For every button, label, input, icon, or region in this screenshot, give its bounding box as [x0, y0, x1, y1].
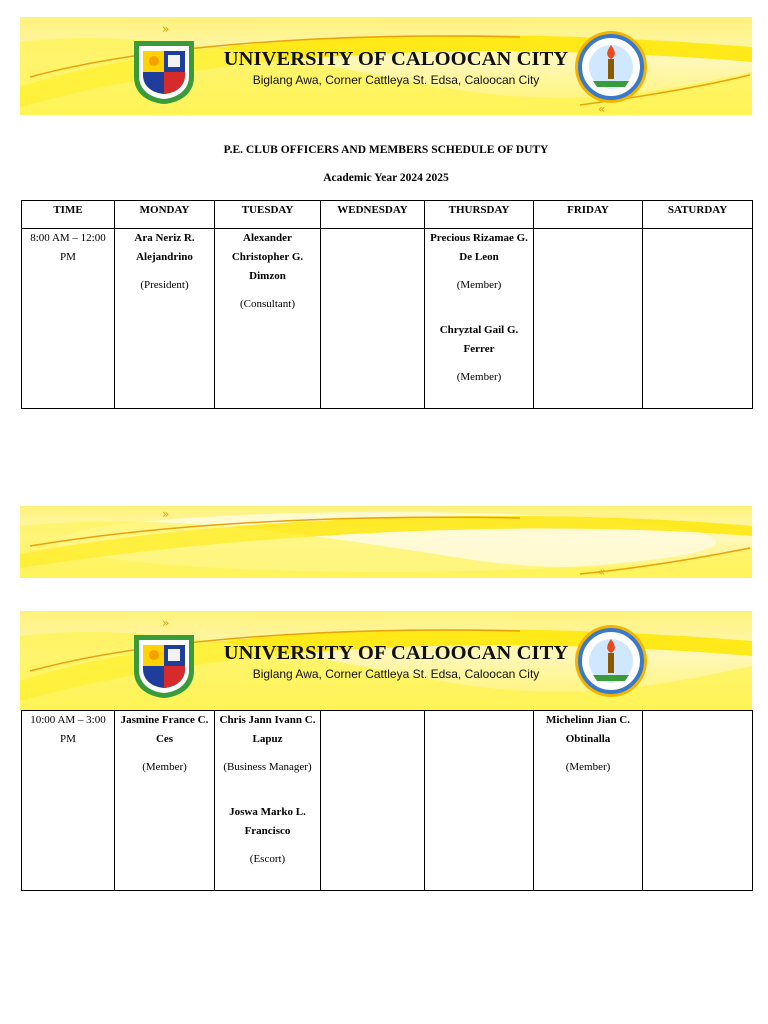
- column-header-saturday: SATURDAY: [643, 201, 753, 229]
- officer-role: (Escort): [249, 853, 286, 865]
- officer-name: Michelinn Jian C. Obtinalla: [545, 714, 631, 745]
- officer-role: (Business Manager): [223, 761, 312, 773]
- table-header-row: [22, 201, 753, 229]
- shield-crest-icon: [130, 631, 198, 699]
- svg-text:«: «: [598, 565, 606, 578]
- officer-name: Alexander Christopher G. Dimzon: [231, 232, 304, 282]
- academic-year: Academic Year 2024 2025: [323, 172, 449, 184]
- officer-role: (President): [140, 279, 189, 291]
- document-title: P.E. CLUB OFFICERS AND MEMBERS SCHEDULE OF DUTY: [223, 144, 549, 156]
- time-slot-cell: 8:00 AM – 12:00 PM: [22, 229, 115, 409]
- svg-text:»: »: [162, 507, 170, 521]
- friday-cell: [534, 229, 643, 409]
- column-header-time: TIME: [22, 201, 115, 229]
- officer-name: Ara Neriz R. Alejandrino: [134, 232, 195, 263]
- shield-crest-icon: [130, 37, 198, 105]
- officer-name: Chris Jann Ivann C. Lapuz: [219, 714, 316, 745]
- header-banner-second: [20, 611, 752, 710]
- torch-seal-icon: [573, 623, 649, 699]
- torch-seal-icon: [573, 29, 649, 105]
- officer-role: (Member): [565, 761, 611, 773]
- officer-name: Jasmine France C. Ces: [120, 714, 209, 745]
- officer-name: Precious Rizamae G. De Leon: [430, 232, 528, 263]
- column-header-friday: FRIDAY: [534, 201, 643, 229]
- friday-cell: [534, 711, 643, 891]
- column-header-thursday: THURSDAY: [425, 201, 534, 229]
- university-address: Biglang Awa, Corner Cattleya St. Edsa, Caloocan City: [252, 667, 540, 681]
- officer-role: (Member): [142, 761, 187, 773]
- column-header-tuesday: TUESDAY: [215, 201, 321, 229]
- tuesday-cell: [215, 711, 321, 891]
- university-name: UNIVERSITY OF CALOOCAN CITY: [223, 48, 569, 70]
- svg-text:«: «: [598, 102, 606, 115]
- decorative-banner: [20, 506, 752, 578]
- table-row: [22, 711, 753, 891]
- table-row: [22, 229, 753, 409]
- monday-cell: [115, 229, 215, 409]
- column-header-monday: MONDAY: [115, 201, 215, 229]
- time-slot-cell: 10:00 AM – 3:00 PM: [22, 711, 115, 891]
- column-header-wednesday: WEDNESDAY: [321, 201, 425, 229]
- schedule-table-continued: [21, 710, 753, 891]
- thursday-cell: [425, 711, 534, 891]
- tuesday-cell: [215, 229, 321, 409]
- header-banner-top: [20, 17, 752, 115]
- banner-swoosh: [20, 506, 752, 578]
- wednesday-cell: [321, 229, 425, 409]
- schedule-table: [21, 200, 753, 409]
- officer-role: (Member): [456, 279, 502, 291]
- officer-role: (Member): [456, 371, 502, 383]
- saturday-cell: [643, 229, 753, 409]
- thursday-cell: [425, 229, 534, 409]
- university-address: Biglang Awa, Corner Cattleya St. Edsa, Caloocan City: [252, 73, 540, 87]
- monday-cell: [115, 711, 215, 891]
- university-name: UNIVERSITY OF CALOOCAN CITY: [223, 642, 569, 664]
- svg-text:»: »: [162, 616, 170, 630]
- wednesday-cell: [321, 711, 425, 891]
- svg-text:»: »: [162, 22, 170, 36]
- officer-role: (Consultant): [240, 298, 295, 310]
- officer-name: Joswa Marko L. Francisco: [229, 806, 306, 837]
- officer-name: Chryztal Gail G. Ferrer: [439, 324, 519, 355]
- saturday-cell: [643, 711, 753, 891]
